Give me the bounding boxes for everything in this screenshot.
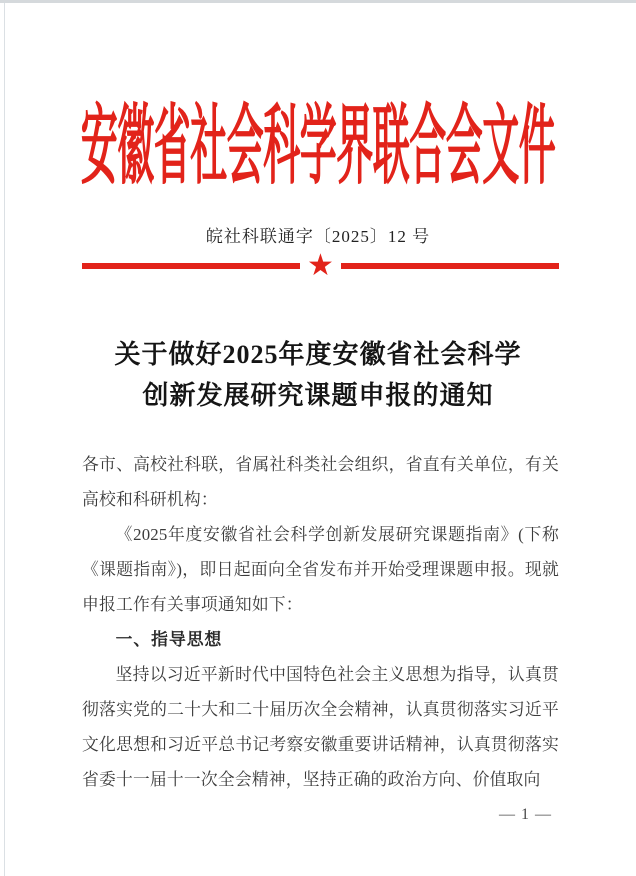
star-icon: ★: [307, 248, 334, 283]
notice-title: [0, 334, 636, 416]
section-1-paragraph: 坚持以习近平新时代中国特色社会主义思想为指导，认真贯彻落实党的二十大和二十届历次全会精神，认真贯彻落实习近平文化思想和习近平总书记考察安徽重要讲话精神，认真贯彻落实省委十一届十一次全会精神，坚持正确的政治方向、价值取向: [82, 665, 559, 789]
intro-paragraph: 《2025年度安徽省社会科学创新发展研究课题指南》(下称《课题指南》)，即日起面向全省发布并开始受理课题申报。现就申报工作有关事项通知如下：: [82, 525, 559, 614]
header-divider: [82, 250, 559, 282]
page-top-edge: [0, 0, 636, 3]
page-number: — 1 —: [499, 806, 552, 823]
divider-line-right: [341, 263, 559, 269]
notice-title-line1: 关于做好2025年度安徽省社会科学: [114, 340, 522, 369]
section-1-heading: 一、指导思想: [115, 630, 223, 649]
divider-line-left: [82, 263, 300, 269]
document-body: [82, 447, 559, 797]
doc-number: 皖社科联通字〔2025〕12 号: [205, 227, 431, 246]
notice-title-line2: 创新发展研究课题申报的通知: [142, 381, 494, 410]
salutation: 各市、高校社科联，省属社科类社会组织，省直有关单位，有关高校和科研机构：: [82, 455, 559, 509]
masthead-title: 安徽省社会科学界联合会文件: [80, 100, 556, 197]
masthead: [0, 92, 636, 197]
